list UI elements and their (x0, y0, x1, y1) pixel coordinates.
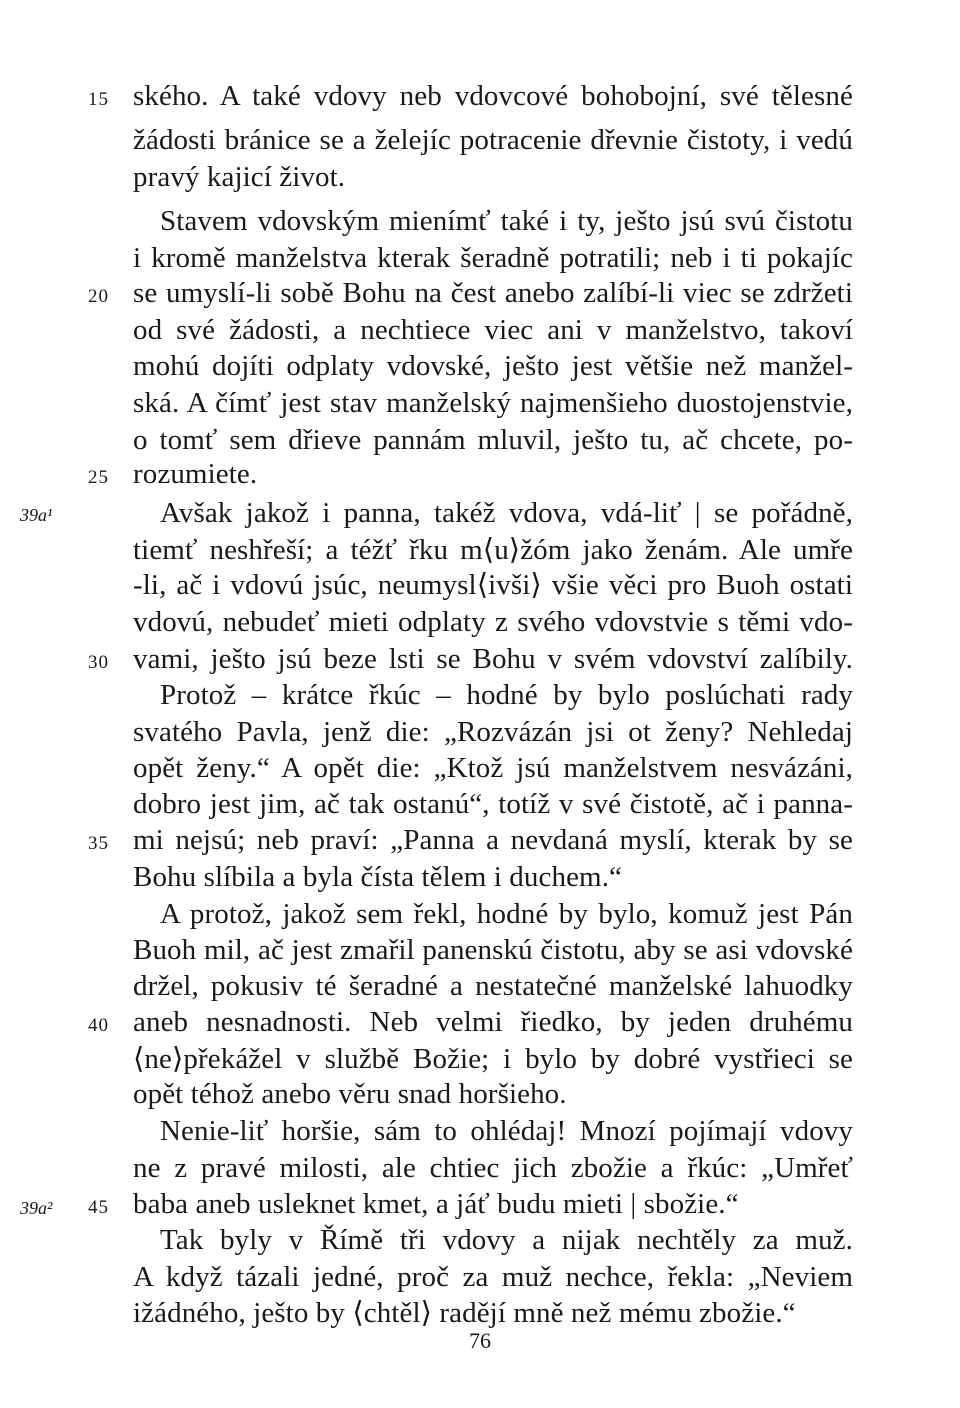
text-line: mi nejsú; neb praví: „Panna a nevdaná myslí, kterak by se (133, 824, 853, 856)
text-line: dobro jest jim, ač tak ostanú“, totíž v své čistotě, ač i panna- (133, 788, 853, 820)
text-line: opět ženy.“ A opět die: „Ktož jsú manželstvem nesvázáni, (133, 752, 853, 784)
text-line: mohú dojíti odplaty vdovské, ješto jest většie než manžel- (133, 350, 853, 382)
text-line: pravý kajicí život. (133, 161, 346, 193)
text-line: o tomť sem dřieve pannám mluvil, ješto tu, ač chcete, po- (133, 424, 853, 456)
text-line: A protož, jakož sem řekl, hodné by bylo, komuž jest Pán (160, 898, 853, 930)
line-number: 15 (88, 89, 109, 110)
line-number: 45 (88, 1197, 109, 1218)
folio-mark: 39a¹ (20, 505, 53, 525)
text-line: Nenie-liť horšie, sám to ohlédaj! Mnozí pojímají vdovy (160, 1115, 853, 1147)
text-line: ižádného, ješto by ⟨chtěl⟩ radějí mně než mému zbožie.“ (133, 1297, 796, 1329)
text-line: Protož – krátce řkúc – hodné by bylo poslúchati rady (160, 679, 853, 711)
text-line: vami, ješto jsú beze lsti se Bohu v svém vdovství zalíbily. (133, 643, 853, 675)
line-number: 30 (88, 652, 109, 673)
text-line: tiemť neshřeší; a téžť řku m⟨u⟩žóm jako ženám. Ale umře (133, 534, 853, 566)
text-line: Bohu slíbila a byla čísta tělem i duchem.“ (133, 861, 623, 893)
text-line: rozumiete. (133, 458, 258, 490)
folio-mark: 39a² (20, 1198, 53, 1218)
text-line: A když tázali jedné, proč za muž nechce, řekla: „Neviem (133, 1261, 853, 1293)
text-line: držel, pokusiv té šeradné a nestatečné manželské lahuodky (133, 970, 853, 1002)
text-line: ského. A také vdovy neb vdovcové bohobojní, své tělesné (133, 80, 853, 112)
text-line: se umyslí-li sobě Bohu na čest anebo zalíbí-li viec se zdržeti (133, 277, 853, 309)
line-number: 35 (88, 833, 109, 854)
text-line: ⟨ne⟩překážel v službě Božie; i bylo by dobré vystřieci se (133, 1043, 853, 1075)
text-line: žádosti bránice se a želejíc potracenie dřevnie čistoty, i vedú (133, 124, 853, 156)
text-line: baba aneb usleknet kmet, a jáť budu mieti | sbožie.“ (133, 1188, 739, 1220)
text-line: Stavem vdovským mienímť také i ty, ješto jsú svú čistotu (160, 205, 853, 237)
text-line: Tak byly v Římě tři vdovy a nijak nechtěly za muž. (160, 1224, 853, 1256)
text-line: svatého Pavla, jenž die: „Rozvázán jsi ot ženy? Nehledaj (133, 716, 853, 748)
text-line: od své žádosti, a nechtiece viec ani v manželstvo, takoví (133, 314, 853, 346)
page-number: 76 (469, 1328, 491, 1353)
line-number: 20 (88, 286, 109, 307)
text-line: Buoh mil, ač jest zmařil panenskú čistotu, aby se asi vdovské (133, 934, 853, 966)
text-line: i kromě manželstva kterak šeradně potratili; neb i ti pokajíc (133, 242, 853, 274)
line-number: 40 (88, 1015, 109, 1036)
text-line: ne z pravé milosti, ale chtiec jich zbožie a řkúc: „Umřeť (133, 1152, 853, 1184)
text-line: ská. A čímť jest stav manželský najmenšieho duostojenstvie, (133, 387, 853, 419)
line-number: 25 (88, 467, 109, 488)
text-line: aneb nesnadnosti. Neb velmi řiedko, by jeden druhému (133, 1006, 853, 1038)
text-line: -li, ač i vdovú jsúc, neumysl⟨ivši⟩ všie věci pro Buoh ostati (133, 569, 853, 601)
text-line: opět téhož anebo věru snad horšieho. (133, 1078, 567, 1110)
text-line: vdovú, nebudeť mieti odplaty z svého vdovstvie s těmi vdo- (133, 606, 853, 638)
text-line: Avšak jakož i panna, takéž vdova, vdá-liť | se pořádně, (160, 497, 853, 529)
